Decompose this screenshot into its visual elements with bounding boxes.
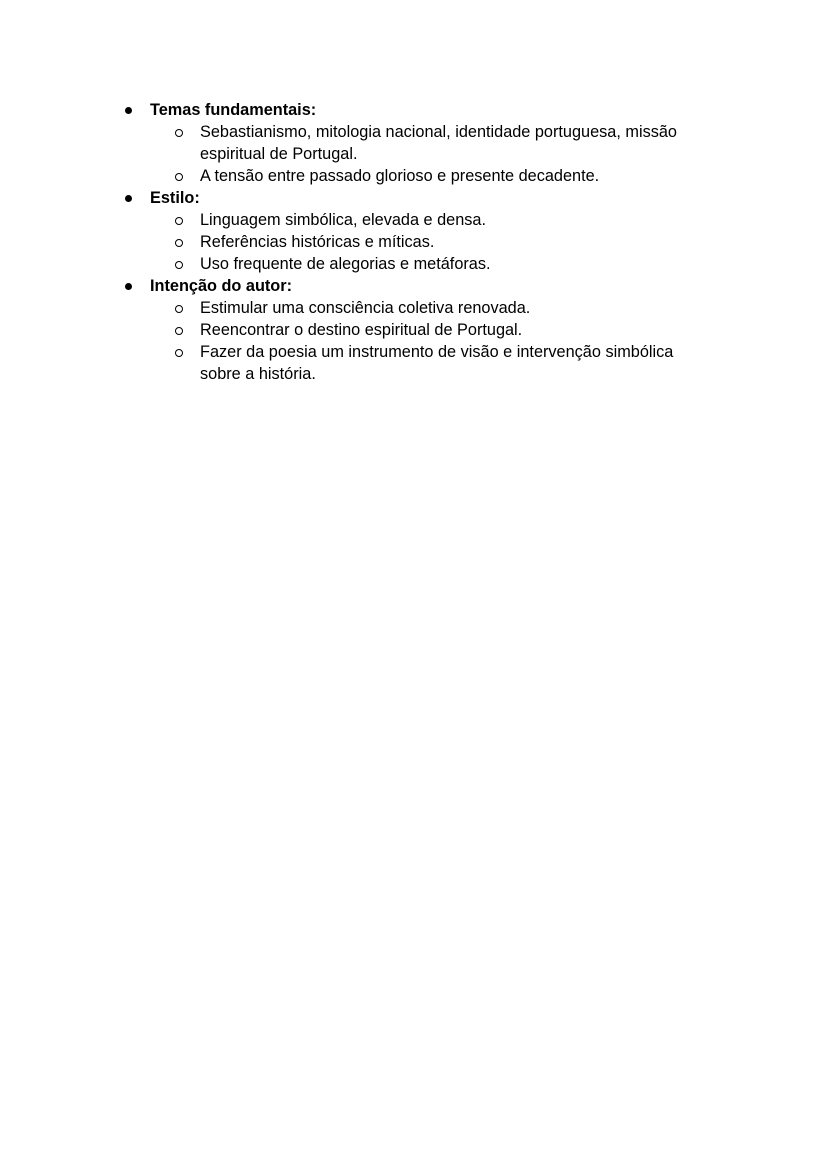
hollow-bullet-icon [175,341,183,357]
item-text: Linguagem simbólica, elevada e densa. [200,211,487,229]
bullet-list [0,99,828,385]
filled-bullet-icon [125,99,137,114]
hollow-bullet-icon [175,253,183,269]
item-text: Reencontrar o destino espiritual de Portugal. [200,321,523,339]
item-text: Sebastianismo, mitologia nacional, identidade portuguesa, missão espiritual de Portugal. [200,123,677,163]
heading-text: Temas fundamentais: [150,101,317,119]
list-item [0,341,828,385]
hollow-bullet-icon [175,297,183,313]
hollow-bullet-icon [175,121,183,137]
hollow-bullet-icon [175,209,183,225]
item-text: Referências históricas e míticas. [200,233,435,251]
hollow-bullet-icon [175,165,183,181]
hollow-bullet-icon [175,319,183,335]
list-heading [0,187,828,209]
item-text: Fazer da poesia um instrumento de visão e intervenção simbólica sobre a história. [200,343,674,383]
list-item [0,297,828,319]
list-item [0,165,828,187]
item-text: A tensão entre passado glorioso e presente decadente. [200,167,600,185]
item-text: Estimular uma consciência coletiva renovada. [200,299,531,317]
list-heading [0,99,828,121]
list-item [0,121,828,165]
section-temas [0,99,828,187]
filled-bullet-icon [125,187,137,202]
section-estilo [0,187,828,275]
section-intencao [0,275,828,385]
list-heading [0,275,828,297]
filled-bullet-icon [125,275,137,290]
item-text: Uso frequente de alegorias e metáforas. [200,255,491,273]
list-item [0,253,828,275]
list-item [0,319,828,341]
list-item [0,209,828,231]
list-item [0,231,828,253]
heading-text: Intenção do autor: [150,277,293,295]
hollow-bullet-icon [175,231,183,247]
heading-text: Estilo: [150,189,200,207]
